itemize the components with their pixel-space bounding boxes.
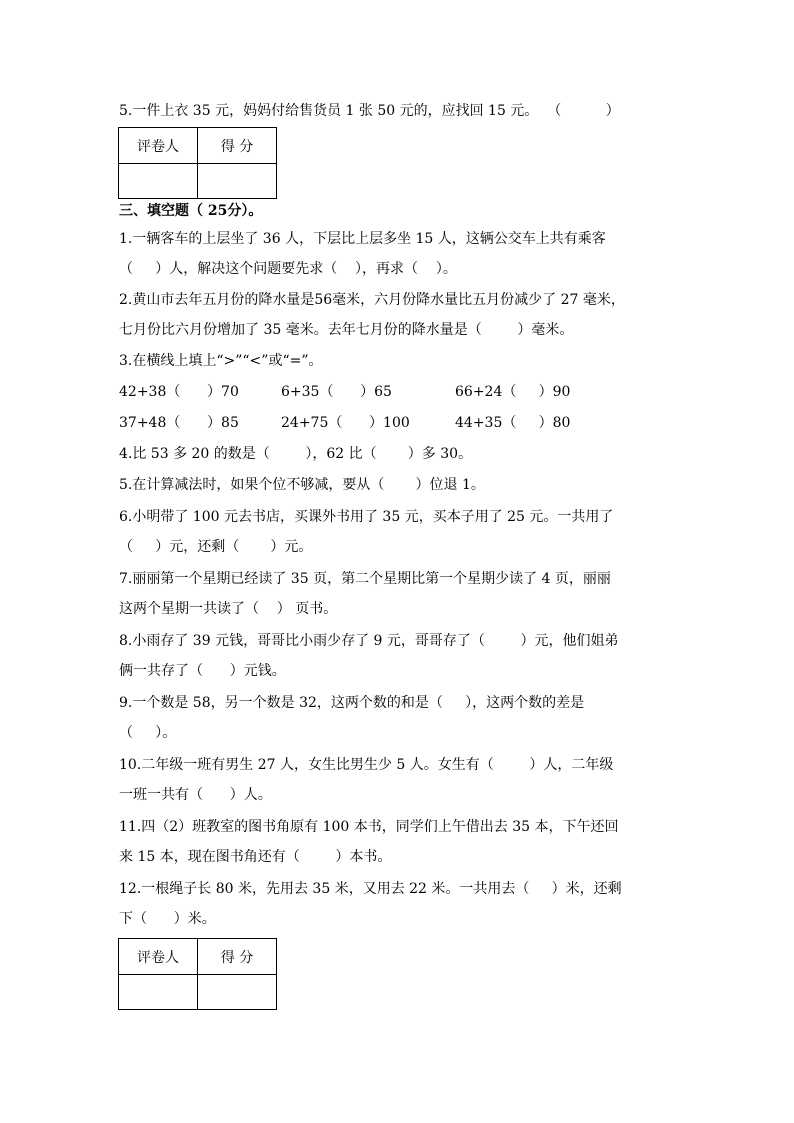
question-10-line-2: 一班一共有（ ）人。 (119, 787, 272, 803)
score-label: 得 分 (198, 128, 277, 164)
grader-cell[interactable] (119, 975, 198, 1010)
compare-item: 44+35（ ）80 (455, 415, 571, 431)
question-1-line-1: 1.一辆客车的上层坐了 36 人，下层比上层多坐 15 人，这辆公交车上共有乘客 (119, 231, 606, 247)
grader-cell[interactable] (119, 164, 198, 199)
section-3-title: 三、填空题（ 25分）。 (119, 203, 263, 219)
question-2-line-2: 七月份比六月份增加了 35 毫米。去年七月份的降水量是（ ）毫米。 (119, 322, 574, 338)
question-8-line-2: 俩一共存了（ ）元钱。 (119, 663, 286, 679)
question-3: 3.在横线上填上“>”“<”或“=”。 (119, 353, 323, 369)
question-12-line-2: 下（ ）米。 (119, 911, 216, 927)
question-6-line-2: （ ）元，还剩（ ）元。 (119, 539, 313, 555)
score-cell[interactable] (198, 164, 277, 199)
question-7-line-1: 7.丽丽第一个星期已经读了 35 页，第二个星期比第一个星期少读了 4 页，丽丽 (119, 571, 611, 587)
compare-item: 24+75（ ）100 (281, 415, 410, 431)
score-cell[interactable] (198, 975, 277, 1010)
score-label: 得 分 (198, 939, 277, 975)
compare-item: 6+35（ ）65 (281, 384, 392, 400)
score-table-top (118, 127, 277, 199)
question-12-line-1: 12.一根绳子长 80 米，先用去 35 米，又用去 22 米。一共用去（ ）米，还剩 (119, 881, 622, 897)
question-9-line-2: （ ）。 (119, 725, 177, 741)
question-8-line-1: 8.小雨存了 39 元钱，哥哥比小雨少存了 9 元，哥哥存了（ ）元，他们姐弟 (119, 633, 619, 649)
question-11-line-1: 11.四（2）班教室的图书角原有 100 本书，同学们上午借出去 35 本，下午还回 (119, 819, 619, 835)
compare-item: 37+48（ ）85 (119, 415, 239, 431)
question-10-line-1: 10.二年级一班有男生 27 人，女生比男生少 5 人。女生有（ ）人，二年级 (119, 757, 614, 773)
question-6-line-1: 6.小明带了 100 元去书店，买课外书用了 35 元，买本子用了 25 元。一共用了 (119, 509, 614, 525)
question-7-line-2: 这两个星期一共读了（ ） 页书。 (119, 601, 338, 617)
question-11-line-2: 来 15 本，现在图书角还有（ ）本书。 (119, 849, 392, 865)
grader-label: 评卷人 (119, 939, 198, 975)
grader-label: 评卷人 (119, 128, 198, 164)
question-5-true-false: 5.一件上衣 35 元，妈妈付给售货员 1 张 50 元的，应找回 15 元。 （ ） (119, 103, 620, 119)
question-1-line-2: （ ）人，解决这个问题要先求（ ），再求（ ）。 (119, 261, 457, 277)
question-4: 4.比 53 多 20 的数是（ ），62 比（ ）多 30。 (119, 446, 473, 462)
compare-item: 66+24（ ）90 (455, 384, 571, 400)
question-2-line-1: 2.黄山市去年五月份的降水量是56毫米，六月份降水量比五月份减少了 27 毫米， (119, 292, 625, 308)
score-table-bottom (118, 938, 277, 1010)
question-5: 5.在计算减法时，如果个位不够减，要从（ ）位退 1。 (119, 477, 485, 493)
question-9-line-1: 9.一个数是 58，另一个数是 32，这两个数的和是（ ），这两个数的差是 (119, 695, 585, 711)
compare-item: 42+38（ ）70 (119, 384, 239, 400)
